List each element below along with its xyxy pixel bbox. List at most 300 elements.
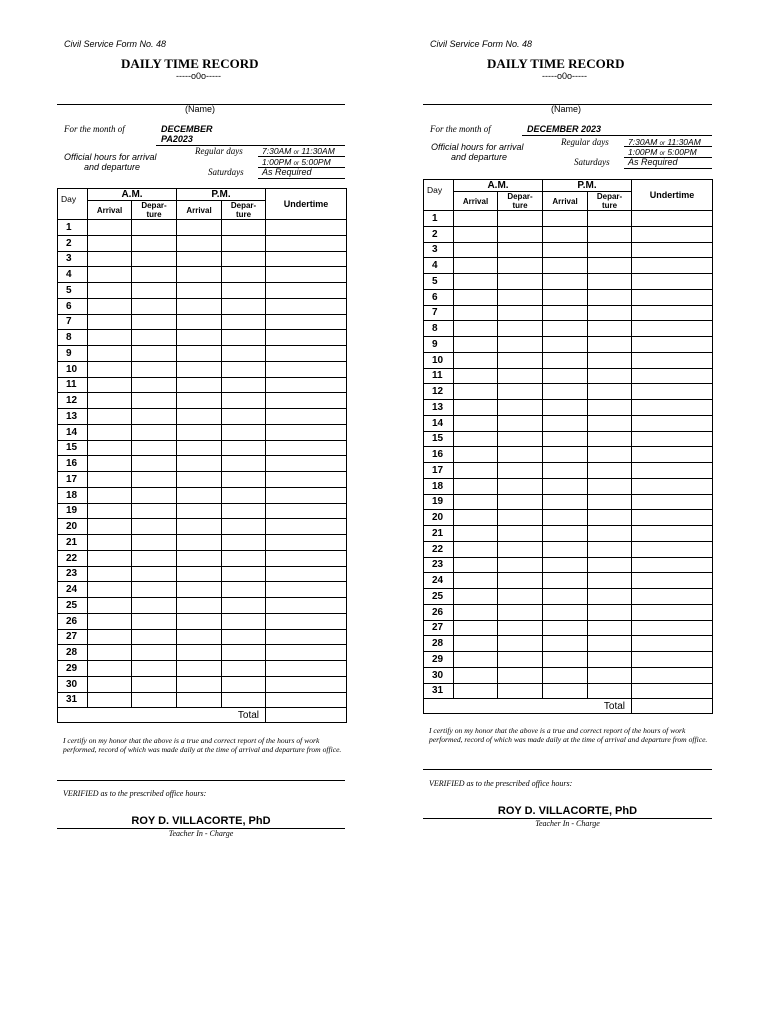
- am-arrival-cell[interactable]: [88, 314, 132, 330]
- am-arrival-cell[interactable]: [454, 352, 498, 368]
- am-departure-cell[interactable]: [132, 267, 177, 283]
- undertime-cell[interactable]: [266, 330, 347, 346]
- am-departure-cell[interactable]: [498, 321, 543, 337]
- pm-departure-cell[interactable]: [222, 440, 266, 456]
- am-departure-cell[interactable]: [498, 242, 543, 258]
- pm-departure-cell[interactable]: [588, 620, 632, 636]
- undertime-cell[interactable]: [632, 463, 713, 479]
- am-departure-cell[interactable]: [132, 456, 177, 472]
- pm-arrival-cell[interactable]: [177, 346, 222, 362]
- pm-departure-cell[interactable]: [588, 258, 632, 274]
- undertime-cell[interactable]: [632, 400, 713, 416]
- am-arrival-cell[interactable]: [454, 431, 498, 447]
- am-departure-cell[interactable]: [132, 377, 177, 393]
- am-arrival-cell[interactable]: [88, 676, 132, 692]
- undertime-cell[interactable]: [266, 598, 347, 614]
- am-arrival-cell[interactable]: [88, 629, 132, 645]
- undertime-cell[interactable]: [632, 636, 713, 652]
- undertime-cell[interactable]: [632, 211, 713, 227]
- am-arrival-cell[interactable]: [88, 613, 132, 629]
- pm-departure-cell[interactable]: [588, 589, 632, 605]
- am-arrival-cell[interactable]: [454, 289, 498, 305]
- undertime-cell[interactable]: [632, 494, 713, 510]
- am-arrival-cell[interactable]: [454, 242, 498, 258]
- am-arrival-cell[interactable]: [454, 478, 498, 494]
- am-arrival-cell[interactable]: [454, 494, 498, 510]
- undertime-cell[interactable]: [632, 289, 713, 305]
- am-arrival-cell[interactable]: [454, 683, 498, 699]
- pm-arrival-cell[interactable]: [543, 321, 588, 337]
- pm-departure-cell[interactable]: [222, 676, 266, 692]
- pm-departure-cell[interactable]: [588, 463, 632, 479]
- undertime-cell[interactable]: [266, 440, 347, 456]
- am-arrival-cell[interactable]: [454, 305, 498, 321]
- pm-arrival-cell[interactable]: [543, 226, 588, 242]
- pm-arrival-cell[interactable]: [543, 211, 588, 227]
- am-arrival-cell[interactable]: [88, 661, 132, 677]
- pm-arrival-cell[interactable]: [543, 274, 588, 290]
- pm-arrival-cell[interactable]: [543, 384, 588, 400]
- undertime-cell[interactable]: [632, 321, 713, 337]
- pm-arrival-cell[interactable]: [543, 652, 588, 668]
- pm-departure-cell[interactable]: [222, 519, 266, 535]
- pm-departure-cell[interactable]: [222, 661, 266, 677]
- pm-departure-cell[interactable]: [222, 283, 266, 299]
- am-departure-cell[interactable]: [132, 409, 177, 425]
- undertime-cell[interactable]: [266, 377, 347, 393]
- pm-departure-cell[interactable]: [222, 472, 266, 488]
- pm-arrival-cell[interactable]: [543, 431, 588, 447]
- am-departure-cell[interactable]: [132, 503, 177, 519]
- undertime-cell[interactable]: [266, 298, 347, 314]
- am-arrival-cell[interactable]: [88, 283, 132, 299]
- total-value[interactable]: [266, 708, 347, 723]
- pm-departure-cell[interactable]: [588, 400, 632, 416]
- am-arrival-cell[interactable]: [454, 274, 498, 290]
- am-departure-cell[interactable]: [498, 526, 543, 542]
- pm-departure-cell[interactable]: [222, 298, 266, 314]
- am-departure-cell[interactable]: [132, 550, 177, 566]
- am-departure-cell[interactable]: [132, 582, 177, 598]
- am-departure-cell[interactable]: [498, 541, 543, 557]
- pm-departure-cell[interactable]: [588, 211, 632, 227]
- am-arrival-cell[interactable]: [454, 337, 498, 353]
- pm-departure-cell[interactable]: [222, 629, 266, 645]
- pm-departure-cell[interactable]: [588, 274, 632, 290]
- pm-arrival-cell[interactable]: [177, 582, 222, 598]
- undertime-cell[interactable]: [632, 415, 713, 431]
- pm-departure-cell[interactable]: [222, 251, 266, 267]
- am-departure-cell[interactable]: [132, 566, 177, 582]
- pm-departure-cell[interactable]: [222, 361, 266, 377]
- am-departure-cell[interactable]: [132, 613, 177, 629]
- am-arrival-cell[interactable]: [454, 447, 498, 463]
- am-departure-cell[interactable]: [132, 629, 177, 645]
- pm-departure-cell[interactable]: [588, 415, 632, 431]
- am-departure-cell[interactable]: [498, 573, 543, 589]
- undertime-cell[interactable]: [632, 652, 713, 668]
- undertime-cell[interactable]: [632, 589, 713, 605]
- am-arrival-cell[interactable]: [88, 598, 132, 614]
- am-departure-cell[interactable]: [132, 283, 177, 299]
- undertime-cell[interactable]: [266, 519, 347, 535]
- undertime-cell[interactable]: [266, 692, 347, 708]
- undertime-cell[interactable]: [632, 337, 713, 353]
- pm-arrival-cell[interactable]: [177, 235, 222, 251]
- pm-departure-cell[interactable]: [222, 235, 266, 251]
- pm-arrival-cell[interactable]: [177, 487, 222, 503]
- am-arrival-cell[interactable]: [88, 519, 132, 535]
- pm-arrival-cell[interactable]: [543, 557, 588, 573]
- pm-arrival-cell[interactable]: [177, 519, 222, 535]
- am-arrival-cell[interactable]: [88, 330, 132, 346]
- am-arrival-cell[interactable]: [454, 541, 498, 557]
- am-departure-cell[interactable]: [498, 620, 543, 636]
- undertime-cell[interactable]: [266, 267, 347, 283]
- pm-arrival-cell[interactable]: [177, 393, 222, 409]
- undertime-cell[interactable]: [632, 431, 713, 447]
- am-departure-cell[interactable]: [498, 337, 543, 353]
- am-departure-cell[interactable]: [498, 557, 543, 573]
- undertime-cell[interactable]: [266, 456, 347, 472]
- am-arrival-cell[interactable]: [454, 321, 498, 337]
- pm-departure-cell[interactable]: [222, 393, 266, 409]
- pm-departure-cell[interactable]: [222, 220, 266, 236]
- am-departure-cell[interactable]: [132, 676, 177, 692]
- undertime-cell[interactable]: [632, 526, 713, 542]
- pm-departure-cell[interactable]: [222, 582, 266, 598]
- undertime-cell[interactable]: [266, 629, 347, 645]
- pm-arrival-cell[interactable]: [177, 566, 222, 582]
- pm-arrival-cell[interactable]: [543, 400, 588, 416]
- am-arrival-cell[interactable]: [88, 503, 132, 519]
- am-departure-cell[interactable]: [498, 652, 543, 668]
- undertime-cell[interactable]: [632, 226, 713, 242]
- pm-arrival-cell[interactable]: [177, 361, 222, 377]
- am-departure-cell[interactable]: [498, 478, 543, 494]
- pm-departure-cell[interactable]: [588, 289, 632, 305]
- pm-departure-cell[interactable]: [588, 226, 632, 242]
- pm-arrival-cell[interactable]: [177, 661, 222, 677]
- pm-departure-cell[interactable]: [222, 692, 266, 708]
- am-departure-cell[interactable]: [498, 415, 543, 431]
- undertime-cell[interactable]: [632, 557, 713, 573]
- undertime-cell[interactable]: [266, 220, 347, 236]
- pm-departure-cell[interactable]: [588, 494, 632, 510]
- pm-departure-cell[interactable]: [588, 478, 632, 494]
- undertime-cell[interactable]: [266, 503, 347, 519]
- am-departure-cell[interactable]: [132, 487, 177, 503]
- undertime-cell[interactable]: [266, 283, 347, 299]
- am-departure-cell[interactable]: [498, 589, 543, 605]
- pm-arrival-cell[interactable]: [543, 604, 588, 620]
- pm-departure-cell[interactable]: [588, 321, 632, 337]
- undertime-cell[interactable]: [266, 314, 347, 330]
- pm-departure-cell[interactable]: [222, 267, 266, 283]
- am-arrival-cell[interactable]: [454, 557, 498, 573]
- undertime-cell[interactable]: [266, 361, 347, 377]
- pm-departure-cell[interactable]: [588, 305, 632, 321]
- pm-departure-cell[interactable]: [588, 352, 632, 368]
- am-departure-cell[interactable]: [132, 692, 177, 708]
- am-departure-cell[interactable]: [132, 251, 177, 267]
- am-departure-cell[interactable]: [132, 393, 177, 409]
- pm-arrival-cell[interactable]: [177, 629, 222, 645]
- pm-departure-cell[interactable]: [588, 652, 632, 668]
- pm-departure-cell[interactable]: [588, 573, 632, 589]
- am-arrival-cell[interactable]: [454, 384, 498, 400]
- undertime-cell[interactable]: [266, 535, 347, 551]
- undertime-cell[interactable]: [266, 661, 347, 677]
- am-departure-cell[interactable]: [498, 447, 543, 463]
- pm-departure-cell[interactable]: [588, 541, 632, 557]
- am-arrival-cell[interactable]: [88, 424, 132, 440]
- undertime-cell[interactable]: [632, 384, 713, 400]
- pm-arrival-cell[interactable]: [177, 314, 222, 330]
- am-departure-cell[interactable]: [498, 431, 543, 447]
- am-arrival-cell[interactable]: [454, 510, 498, 526]
- am-departure-cell[interactable]: [132, 440, 177, 456]
- am-departure-cell[interactable]: [498, 463, 543, 479]
- am-departure-cell[interactable]: [132, 519, 177, 535]
- pm-arrival-cell[interactable]: [543, 636, 588, 652]
- am-departure-cell[interactable]: [498, 226, 543, 242]
- undertime-cell[interactable]: [266, 645, 347, 661]
- undertime-cell[interactable]: [266, 472, 347, 488]
- am-departure-cell[interactable]: [498, 494, 543, 510]
- am-departure-cell[interactable]: [132, 346, 177, 362]
- am-departure-cell[interactable]: [498, 384, 543, 400]
- am-departure-cell[interactable]: [498, 368, 543, 384]
- pm-departure-cell[interactable]: [222, 566, 266, 582]
- am-arrival-cell[interactable]: [454, 604, 498, 620]
- pm-arrival-cell[interactable]: [177, 409, 222, 425]
- am-arrival-cell[interactable]: [88, 393, 132, 409]
- pm-departure-cell[interactable]: [222, 550, 266, 566]
- pm-arrival-cell[interactable]: [177, 440, 222, 456]
- pm-arrival-cell[interactable]: [177, 220, 222, 236]
- pm-departure-cell[interactable]: [222, 645, 266, 661]
- pm-arrival-cell[interactable]: [543, 494, 588, 510]
- am-departure-cell[interactable]: [498, 274, 543, 290]
- am-arrival-cell[interactable]: [454, 667, 498, 683]
- undertime-cell[interactable]: [632, 683, 713, 699]
- undertime-cell[interactable]: [632, 305, 713, 321]
- am-arrival-cell[interactable]: [88, 440, 132, 456]
- pm-departure-cell[interactable]: [588, 431, 632, 447]
- undertime-cell[interactable]: [632, 510, 713, 526]
- am-departure-cell[interactable]: [498, 258, 543, 274]
- am-arrival-cell[interactable]: [88, 377, 132, 393]
- undertime-cell[interactable]: [632, 447, 713, 463]
- pm-departure-cell[interactable]: [222, 456, 266, 472]
- undertime-cell[interactable]: [266, 235, 347, 251]
- pm-arrival-cell[interactable]: [177, 535, 222, 551]
- pm-arrival-cell[interactable]: [543, 258, 588, 274]
- am-arrival-cell[interactable]: [88, 472, 132, 488]
- pm-departure-cell[interactable]: [222, 330, 266, 346]
- pm-departure-cell[interactable]: [588, 510, 632, 526]
- undertime-cell[interactable]: [632, 352, 713, 368]
- undertime-cell[interactable]: [632, 604, 713, 620]
- am-arrival-cell[interactable]: [88, 220, 132, 236]
- am-departure-cell[interactable]: [498, 289, 543, 305]
- am-departure-cell[interactable]: [132, 314, 177, 330]
- am-departure-cell[interactable]: [132, 361, 177, 377]
- pm-arrival-cell[interactable]: [177, 298, 222, 314]
- am-departure-cell[interactable]: [498, 683, 543, 699]
- undertime-cell[interactable]: [266, 409, 347, 425]
- am-departure-cell[interactable]: [498, 636, 543, 652]
- pm-departure-cell[interactable]: [222, 346, 266, 362]
- undertime-cell[interactable]: [266, 251, 347, 267]
- am-arrival-cell[interactable]: [454, 368, 498, 384]
- pm-departure-cell[interactable]: [588, 368, 632, 384]
- pm-arrival-cell[interactable]: [543, 589, 588, 605]
- am-departure-cell[interactable]: [498, 400, 543, 416]
- pm-arrival-cell[interactable]: [543, 368, 588, 384]
- pm-arrival-cell[interactable]: [177, 251, 222, 267]
- pm-arrival-cell[interactable]: [543, 305, 588, 321]
- am-departure-cell[interactable]: [498, 211, 543, 227]
- pm-arrival-cell[interactable]: [543, 573, 588, 589]
- am-departure-cell[interactable]: [132, 598, 177, 614]
- am-arrival-cell[interactable]: [454, 400, 498, 416]
- pm-arrival-cell[interactable]: [543, 541, 588, 557]
- am-arrival-cell[interactable]: [454, 573, 498, 589]
- pm-arrival-cell[interactable]: [543, 526, 588, 542]
- pm-departure-cell[interactable]: [222, 314, 266, 330]
- undertime-cell[interactable]: [266, 393, 347, 409]
- am-arrival-cell[interactable]: [88, 361, 132, 377]
- pm-departure-cell[interactable]: [588, 337, 632, 353]
- pm-departure-cell[interactable]: [588, 557, 632, 573]
- pm-arrival-cell[interactable]: [543, 683, 588, 699]
- undertime-cell[interactable]: [266, 582, 347, 598]
- undertime-cell[interactable]: [632, 242, 713, 258]
- pm-departure-cell[interactable]: [222, 377, 266, 393]
- am-departure-cell[interactable]: [498, 510, 543, 526]
- am-arrival-cell[interactable]: [88, 456, 132, 472]
- am-departure-cell[interactable]: [132, 220, 177, 236]
- am-departure-cell[interactable]: [498, 667, 543, 683]
- am-departure-cell[interactable]: [132, 330, 177, 346]
- pm-arrival-cell[interactable]: [177, 456, 222, 472]
- pm-arrival-cell[interactable]: [543, 289, 588, 305]
- undertime-cell[interactable]: [266, 487, 347, 503]
- pm-arrival-cell[interactable]: [543, 447, 588, 463]
- am-arrival-cell[interactable]: [88, 582, 132, 598]
- am-departure-cell[interactable]: [132, 235, 177, 251]
- am-arrival-cell[interactable]: [88, 346, 132, 362]
- undertime-cell[interactable]: [266, 424, 347, 440]
- undertime-cell[interactable]: [632, 541, 713, 557]
- am-arrival-cell[interactable]: [454, 526, 498, 542]
- pm-arrival-cell[interactable]: [177, 613, 222, 629]
- am-arrival-cell[interactable]: [88, 535, 132, 551]
- am-departure-cell[interactable]: [132, 298, 177, 314]
- pm-arrival-cell[interactable]: [177, 330, 222, 346]
- undertime-cell[interactable]: [266, 613, 347, 629]
- am-arrival-cell[interactable]: [454, 211, 498, 227]
- pm-arrival-cell[interactable]: [177, 377, 222, 393]
- undertime-cell[interactable]: [632, 667, 713, 683]
- pm-departure-cell[interactable]: [222, 598, 266, 614]
- pm-arrival-cell[interactable]: [543, 510, 588, 526]
- am-arrival-cell[interactable]: [454, 463, 498, 479]
- pm-departure-cell[interactable]: [222, 535, 266, 551]
- pm-arrival-cell[interactable]: [177, 267, 222, 283]
- am-arrival-cell[interactable]: [88, 251, 132, 267]
- pm-departure-cell[interactable]: [588, 384, 632, 400]
- pm-arrival-cell[interactable]: [543, 352, 588, 368]
- undertime-cell[interactable]: [632, 368, 713, 384]
- am-departure-cell[interactable]: [132, 645, 177, 661]
- pm-departure-cell[interactable]: [222, 409, 266, 425]
- total-value[interactable]: [632, 699, 713, 714]
- pm-arrival-cell[interactable]: [543, 478, 588, 494]
- pm-arrival-cell[interactable]: [177, 692, 222, 708]
- pm-arrival-cell[interactable]: [177, 424, 222, 440]
- am-arrival-cell[interactable]: [88, 409, 132, 425]
- pm-departure-cell[interactable]: [222, 613, 266, 629]
- pm-arrival-cell[interactable]: [177, 550, 222, 566]
- am-departure-cell[interactable]: [498, 352, 543, 368]
- am-departure-cell[interactable]: [132, 661, 177, 677]
- undertime-cell[interactable]: [632, 274, 713, 290]
- am-arrival-cell[interactable]: [88, 235, 132, 251]
- pm-departure-cell[interactable]: [588, 242, 632, 258]
- pm-departure-cell[interactable]: [222, 487, 266, 503]
- am-arrival-cell[interactable]: [454, 636, 498, 652]
- am-arrival-cell[interactable]: [88, 298, 132, 314]
- pm-departure-cell[interactable]: [588, 447, 632, 463]
- am-arrival-cell[interactable]: [88, 645, 132, 661]
- pm-arrival-cell[interactable]: [543, 337, 588, 353]
- am-arrival-cell[interactable]: [454, 258, 498, 274]
- pm-arrival-cell[interactable]: [543, 667, 588, 683]
- am-arrival-cell[interactable]: [88, 566, 132, 582]
- undertime-cell[interactable]: [266, 346, 347, 362]
- pm-arrival-cell[interactable]: [177, 598, 222, 614]
- am-arrival-cell[interactable]: [454, 415, 498, 431]
- pm-departure-cell[interactable]: [222, 503, 266, 519]
- undertime-cell[interactable]: [632, 478, 713, 494]
- am-departure-cell[interactable]: [132, 424, 177, 440]
- undertime-cell[interactable]: [266, 566, 347, 582]
- pm-arrival-cell[interactable]: [177, 472, 222, 488]
- pm-departure-cell[interactable]: [588, 604, 632, 620]
- am-arrival-cell[interactable]: [454, 226, 498, 242]
- am-arrival-cell[interactable]: [88, 267, 132, 283]
- am-arrival-cell[interactable]: [88, 692, 132, 708]
- pm-arrival-cell[interactable]: [177, 645, 222, 661]
- pm-arrival-cell[interactable]: [177, 676, 222, 692]
- am-arrival-cell[interactable]: [454, 652, 498, 668]
- undertime-cell[interactable]: [632, 573, 713, 589]
- pm-arrival-cell[interactable]: [177, 283, 222, 299]
- am-departure-cell[interactable]: [132, 535, 177, 551]
- pm-departure-cell[interactable]: [222, 424, 266, 440]
- am-arrival-cell[interactable]: [88, 550, 132, 566]
- pm-arrival-cell[interactable]: [543, 415, 588, 431]
- pm-departure-cell[interactable]: [588, 683, 632, 699]
- pm-arrival-cell[interactable]: [543, 242, 588, 258]
- am-arrival-cell[interactable]: [454, 620, 498, 636]
- undertime-cell[interactable]: [266, 550, 347, 566]
- pm-arrival-cell[interactable]: [543, 463, 588, 479]
- am-departure-cell[interactable]: [498, 305, 543, 321]
